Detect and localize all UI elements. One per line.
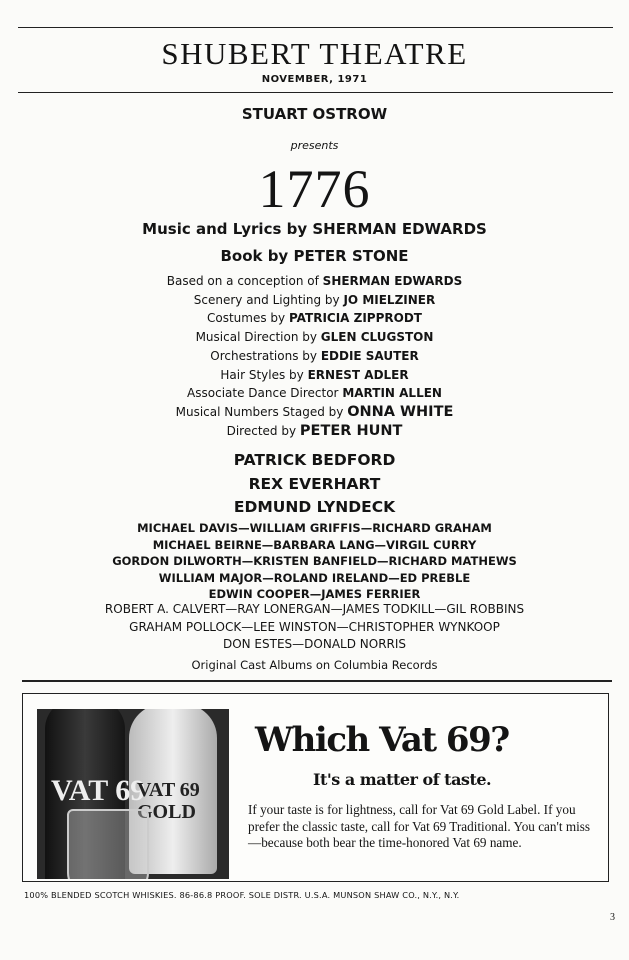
credits-list — [0, 272, 629, 440]
credit-role: Music and Lyrics by — [142, 220, 308, 238]
star-name: EDMUND LYNDECK — [233, 498, 396, 516]
credit-name: JO MIELZINER — [343, 292, 436, 307]
star-name: PATRICK BEDFORD — [233, 451, 396, 469]
credit-role: Based on a conception of — [166, 274, 319, 288]
credit-role: Musical Numbers Staged by — [175, 404, 344, 419]
ad-subheadline: It's a matter of taste. — [313, 770, 492, 789]
credit-role: Associate Dance Director — [187, 386, 339, 401]
cast-line: MICHAEL BEIRNE—BARBARA LANG—VIRGIL CURRY — [152, 537, 477, 552]
featured-cast — [0, 520, 629, 603]
credit-name: PATRICIA ZIPPRODT — [288, 311, 422, 326]
header-rule — [18, 92, 613, 93]
page-number: 3 — [610, 912, 615, 923]
cast-line: EDWIN COOPER—JAMES FERRIER — [208, 587, 421, 602]
credit-line — [0, 384, 629, 403]
music-lyrics-credit — [0, 220, 629, 238]
top-rule — [18, 27, 613, 28]
credit-line — [0, 328, 629, 347]
whisky-bottles-photo — [37, 709, 229, 879]
credit-role: Orchestrations by — [210, 348, 317, 363]
credit-role: Musical Direction by — [195, 330, 317, 345]
credit-line — [0, 272, 629, 291]
show-title: 1776 — [258, 159, 371, 219]
vat69-advertisement — [22, 693, 609, 882]
credit-line — [0, 309, 629, 328]
credit-name: SHERMAN EDWARDS — [312, 220, 487, 238]
ad-body: If your taste is for lightness, call for Vat 69 Gold Label. If you prefer the classic taste, call for Vat 69 Traditional. You can't miss—because both bear the time-honored Vat 69 name. — [248, 802, 591, 850]
credit-line — [0, 291, 629, 310]
performance-date: NOVEMBER, 1971 — [261, 74, 368, 85]
credit-line — [0, 347, 629, 366]
cast-line: GORDON DILWORTH—KRISTEN BANFIELD—RICHARD MATHEWS — [112, 554, 517, 569]
producer: STUART OSTROW — [241, 105, 388, 123]
presents-label: presents — [290, 139, 339, 152]
ensemble-cast — [0, 601, 629, 654]
cast-line: WILLIAM MAJOR—ROLAND IRELAND—ED PREBLE — [158, 570, 471, 585]
credit-name: GLEN CLUGSTON — [320, 330, 434, 345]
credit-line — [0, 366, 629, 385]
cast-line: GRAHAM POLLOCK—LEE WINSTON—CHRISTOPHER WYNKOOP — [129, 619, 500, 634]
credit-name: SHERMAN EDWARDS — [322, 274, 463, 288]
star-name: REX EVERHART — [248, 474, 381, 493]
credit-name: ONNA WHITE — [347, 403, 454, 420]
section-rule — [22, 680, 612, 682]
credit-role: Directed by — [226, 423, 297, 438]
credit-name: EDDIE SAUTER — [320, 348, 419, 363]
star-billing — [0, 449, 629, 520]
whisky-glass — [67, 809, 149, 879]
albums-note: Original Cast Albums on Columbia Records — [191, 658, 438, 672]
bottle-label-left: VAT 69 — [51, 774, 146, 807]
theatre-name: SHUBERT THEATRE — [161, 36, 468, 71]
cast-line: ROBERT A. CALVERT—RAY LONERGAN—JAMES TODKILL—GIL ROBBINS — [104, 602, 525, 616]
credit-name: PETER STONE — [293, 247, 409, 265]
credit-line — [0, 403, 629, 422]
ad-disclaimer: 100% BLENDED SCOTCH WHISKIES. 86-86.8 PROOF. SOLE DISTR. U.S.A. MUNSON SHAW CO., N.Y., N.Y. — [24, 890, 460, 900]
credit-name: ERNEST ADLER — [307, 367, 409, 382]
credit-role: Hair Styles by — [220, 367, 304, 382]
credit-role: Scenery and Lighting by — [193, 292, 340, 307]
ad-headline: Which Vat 69? — [255, 720, 509, 760]
book-credit — [0, 247, 629, 265]
credit-role: Costumes by — [207, 311, 286, 326]
cast-line: DON ESTES—DONALD NORRIS — [222, 637, 407, 651]
credit-role: Book by — [220, 247, 289, 265]
cast-line: MICHAEL DAVIS—WILLIAM GRIFFIS—RICHARD GRAHAM — [137, 521, 492, 535]
credit-line — [0, 422, 629, 441]
bottle-label-right: VAT 69 GOLD — [137, 779, 200, 823]
credit-name: MARTIN ALLEN — [342, 386, 442, 401]
credit-name: PETER HUNT — [299, 422, 403, 439]
